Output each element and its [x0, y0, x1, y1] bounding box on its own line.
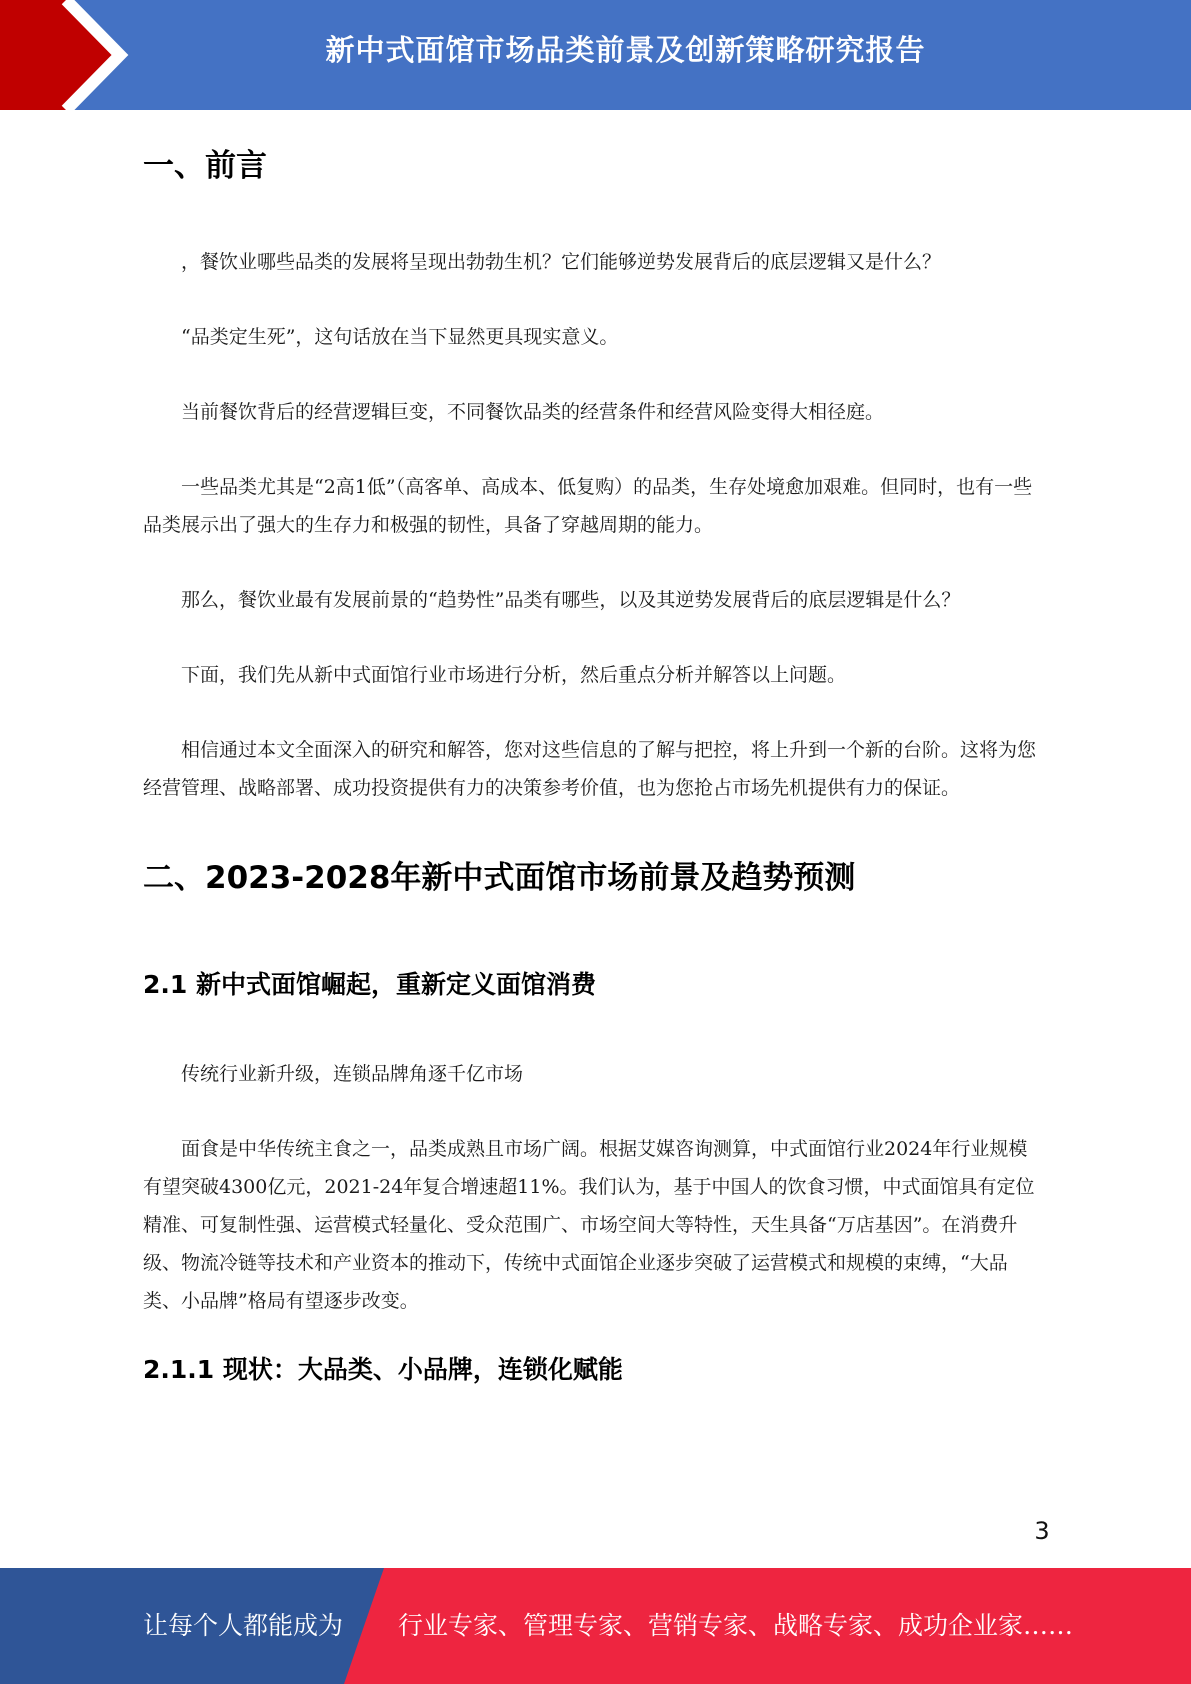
intro-paragraph: 下面，我们先从新中式面馆行业市场进行分析，然后重点分析并解答以上问题。 [181, 664, 847, 686]
subsection-paragraph: 传统行业新升级，连锁品牌角逐千亿市场 [181, 1063, 524, 1085]
subsection-heading-2-1: 2.1 新中式面馆崛起，重新定义面馆消费 [143, 970, 596, 999]
footer-slogan-right: 行业专家、管理专家、营销专家、战略专家、成功企业家…… [398, 1611, 1074, 1640]
intro-paragraph: ，餐饮业哪些品类的发展将呈现出勃勃生机？它们能够逆势发展背后的底层逻辑又是什么？ [181, 251, 942, 273]
intro-paragraph: “品类定生死”，这句话放在当下显然更具现实意义。 [181, 326, 619, 348]
header-red-arrow-decoration [0, 0, 150, 110]
page-header [0, 0, 1191, 110]
subsection-heading-2-1-1: 2.1.1 现状：大品类、小品牌，连锁化赋能 [143, 1355, 623, 1384]
intro-paragraph: 一些品类尤其是“2高1低”（高客单、高成本、低复购）的品类，生存处境愈加艰难。但同时，也有一些品类展示出了强大的生存力和极强的韧性，具备了穿越周期的能力。 [143, 476, 1033, 536]
intro-paragraph: 相信通过本文全面深入的研究和解答，您对这些信息的了解与把控，将上升到一个新的台阶。这将为您经营管理、战略部署、成功投资提供有力的决策参考价值，也为您抢占市场先机提供有力的保证。 [143, 739, 1037, 799]
intro-paragraph: 那么，餐饮业最有发展前景的“趋势性”品类有哪些，以及其逆势发展背后的底层逻辑是什么？ [181, 589, 961, 611]
footer-slogan-left: 让每个人都能成为 [143, 1611, 344, 1640]
subsection-paragraph: 面食是中华传统主食之一，品类成熟且市场广阔。根据艾媒咨询测算，中式面馆行业2024年行业规模有望突破4300亿元，2021-24年复合增速超11%。我们认为，基于中国人的饮食习惯，中式面馆具有定位精准、可复制性强、运营模式轻量化、受众范围广、市场空间大等特性，天生具备“万店基因”。在消费升级、物流冷链等技术和产业资本的推动下，传统中式面馆企业逐步突破了运营模式和规模的束缚，“大品类、小品牌”格局有望逐步改变。 [143, 1138, 1035, 1312]
section-heading-forecast: 二、2023-2028年新中式面馆市场前景及趋势预测 [143, 860, 856, 896]
page-footer [0, 1568, 1191, 1684]
page-number: 3 [1034, 1517, 1050, 1545]
section-heading-intro: 一、前言 [143, 148, 267, 184]
intro-paragraph: 当前餐饮背后的经营逻辑巨变，不同餐饮品类的经营条件和经营风险变得大相径庭。 [181, 401, 885, 423]
document-body [143, 130, 1045, 1386]
report-title: 新中式面馆市场品类前景及创新策略研究报告 [325, 33, 926, 67]
